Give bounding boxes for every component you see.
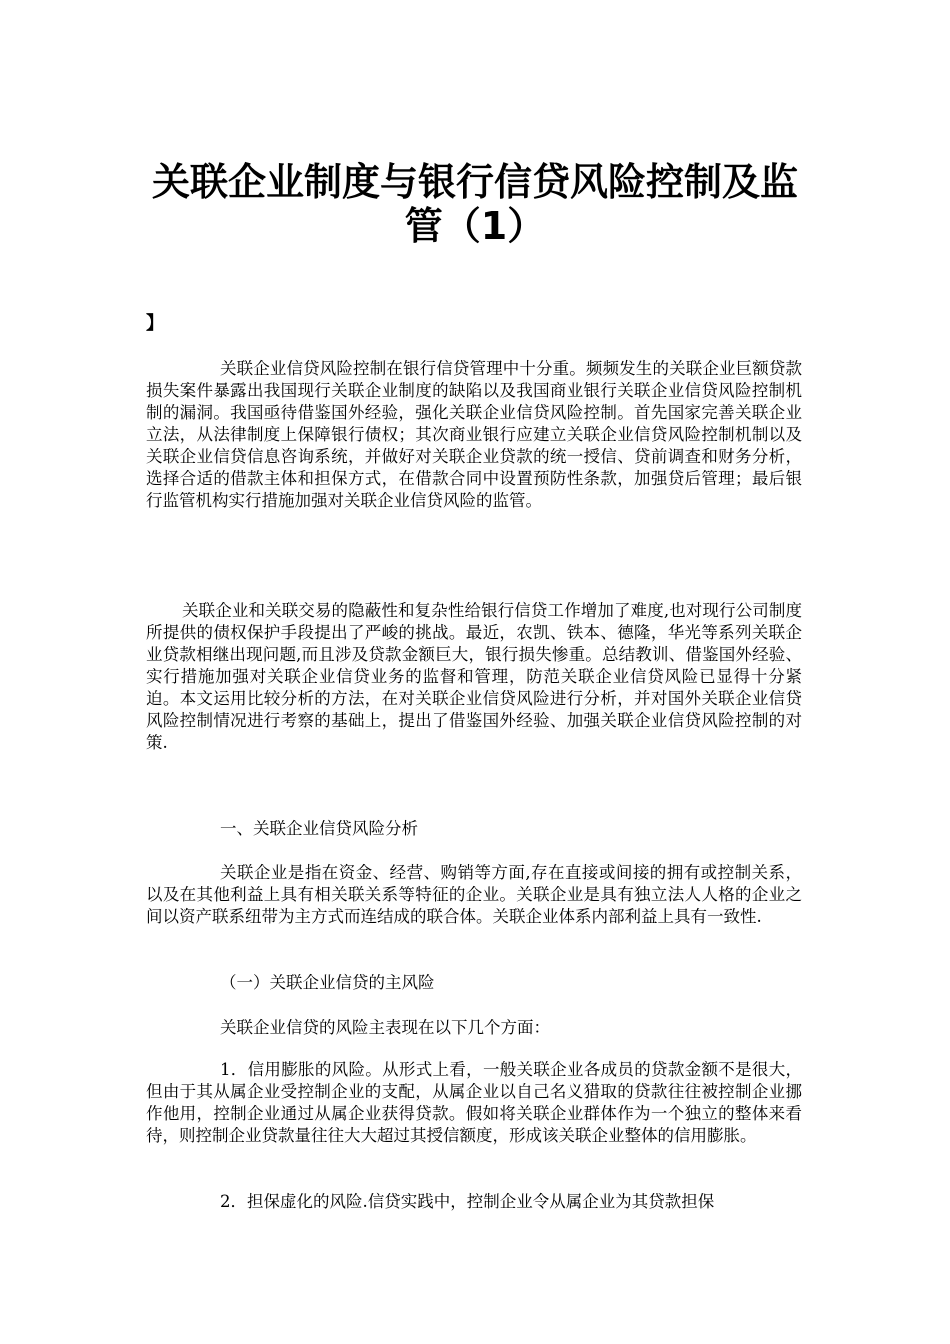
list-item-2: 2．担保虚化的风险.信贷实践中，控制企业令从属企业为其贷款担保 <box>220 1192 715 1211</box>
subsection-lead: 关联企业信贷的风险主表现在以下几个方面： <box>220 1018 550 1037</box>
section-paragraph: 关联企业是指在资金、经营、购销等方面,存在直接或间接的拥有或控制关系，以及在其他利益上具有相关联关系等特征的企业。关联企业是具有独立法人人格的企业之间以资产联系纽带为主方式而连结成的联合体。关联企业体系内部利益上具有一致性. <box>146 863 802 926</box>
subsection-heading: （一）关联企业信贷的主风险 <box>220 973 435 992</box>
intro-paragraph: 关联企业和关联交易的隐蔽性和复杂性给银行信贷工作增加了难度,也对现行公司制度所提供的债权保护手段提出了严峻的挑战。最近，农凯、铁本、德隆，华光等系列关联企业贷款相继出现问题,而且涉及贷款金额巨大，银行损失惨重。总结教训、借鉴国外经验、实行措施加强对关联企业信贷业务的监督和管理，防范关联企业信贷风险已显得十分紧迫。本文运用比较分析的方法，在对关联企业信贷风险进行分析，并对国外关联企业信贷风险控制情况进行考察的基础上，提出了借鉴国外经验、加强关联企业信贷风险控制的对策. <box>146 601 802 752</box>
list-item-1: 1．信用膨胀的风险。从形式上看，一般关联企业各成员的贷款金额不是很大，但由于其从属企业受控制企业的支配，从属企业以自己名义猎取的贷款往往被控制企业挪作他用，控制企业通过从属企业获得贷款。假如将关联企业群体作为一个独立的整体来看待，则控制企业贷款量往往大大超过其授信额度，形成该关联企业整体的信用膨胀。 <box>146 1060 802 1145</box>
document-title: 关联企业制度与银行信贷风险控制及监管（1） <box>151 160 798 248</box>
bracket-mark: 】 <box>146 313 164 334</box>
abstract-paragraph: 关联企业信贷风险控制在银行信贷管理中十分重。频频发生的关联企业巨额贷款损失案件暴露出我国现行关联企业制度的缺陷以及我国商业银行关联企业信贷风险控制机制的漏洞。我国亟待借鉴国外经验，强化关联企业信贷风险控制。首先国家完善关联企业立法，从法律制度上保障银行债权；其次商业银行应建立关联企业信贷风险控制机制以及关联企业信贷信息咨询系统，并做好对关联企业贷款的统一授信、贷前调查和财务分析，选择合适的借款主体和担保方式，在借款合同中设置预防性条款，加强贷后管理；最后银行监管机构实行措施加强对关联企业信贷风险的监管。 <box>146 359 802 510</box>
section-heading: 一、关联企业信贷风险分析 <box>220 819 418 838</box>
